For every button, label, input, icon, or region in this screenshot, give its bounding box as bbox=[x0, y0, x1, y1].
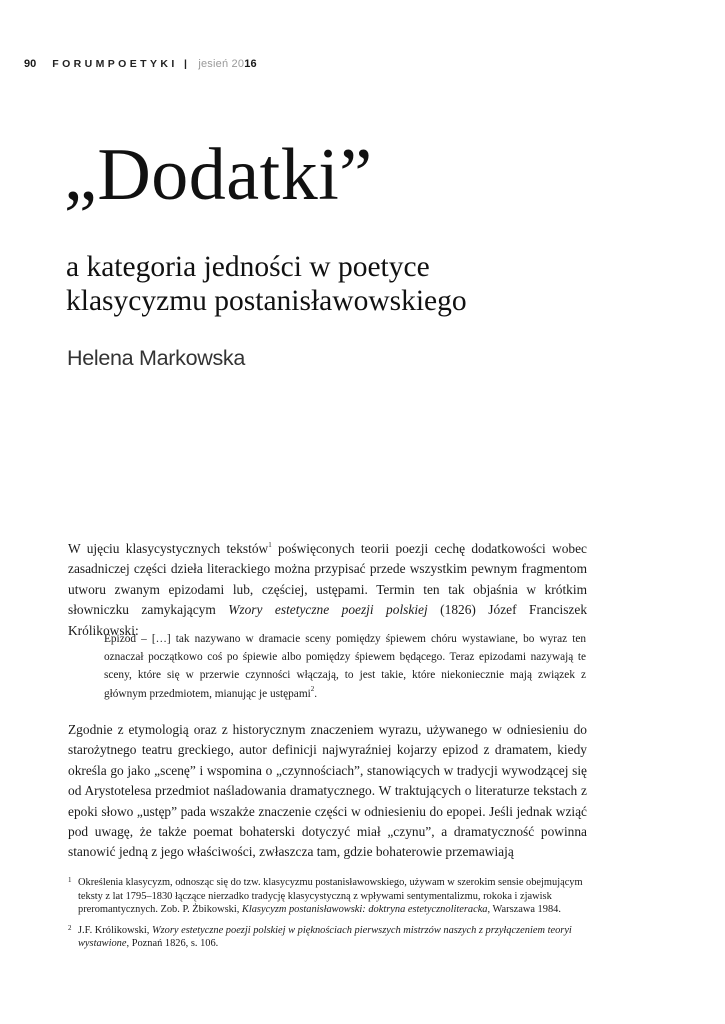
article-subtitle bbox=[66, 250, 666, 318]
footnote-number: 2 bbox=[68, 923, 72, 932]
paragraph-1-italic-title: Wzory estetyczne poezji polskiej bbox=[228, 602, 428, 618]
body-paragraph-1 bbox=[68, 539, 587, 641]
journal-name bbox=[52, 58, 190, 70]
quote-text: Epizod – […] tak nazywano w dramacie sceny pomiędzy śpiewem chóru wystawiane, bo wyraz ten oznaczał początkowo coś po śpiewie albo pomiędzy śpiewem będącego. Teraz epizodami nazywają te sceny, które się w przerwie czynności włączają, to jest takie, które niekoniecznie mają związek z głównym przedmiotem, mianując je ustępami bbox=[104, 633, 586, 700]
footnote-text bbox=[78, 876, 587, 917]
footnote-1-text-a: Określenia klasycyzm, odnosząc się do tzw. klasycyzmu postanisławowskiego, używam w szerokim sensie obejmującym teksty z lat 1795–1830 łączące nierzadko tradycję klasycystyczną z wpływami sentymentalizmu, rokoka i zjawisk preromantycznych. Zob. P. Żbikowski, bbox=[78, 877, 583, 916]
footnote-2 bbox=[68, 924, 587, 951]
footnote-2-italic-title: Wzory estetyczne poezji polskiej w pięknościach pierwszych mistrzów naszych z przyłączeniem teoryi wystawione bbox=[78, 924, 572, 950]
issue-season bbox=[198, 58, 257, 70]
paragraph-1-text-a: W ujęciu klasycystycznych tekstów bbox=[68, 541, 269, 556]
footnote-1-text-b: , Warszawa 1984. bbox=[487, 904, 561, 916]
subtitle-line-2: klasycyzmu postanisławowskiego bbox=[66, 285, 467, 317]
season-label: jesień bbox=[198, 58, 229, 70]
footnote-number: 1 bbox=[68, 876, 72, 884]
footnote-text bbox=[78, 924, 587, 951]
footnote-ref-1[interactable]: 1 bbox=[268, 540, 272, 549]
article-author: Helena Markowska bbox=[67, 346, 246, 370]
footnote-2-text-b: , Poznań 1826, s. 106. bbox=[126, 938, 219, 950]
footnote-1 bbox=[68, 876, 587, 917]
article-title: „Dodatki” bbox=[64, 134, 373, 216]
body-paragraph-2: Zgodnie z etymologią oraz z historycznym znaczeniem wyrazu, używanego w odniesieniu do starożytnego teatru greckiego, autor definicji najwyraźniej kojarzy epizod z dramatem, kiedy określa go jako „scenę” i wspomina o „czynnościach”, stanowiących w tradycji wywodzącej się od Arystotelesa przedmiot naśladowania dramatycznego. W traktujących o literaturze tekstach z epoki słowo „ustęp” pada wszakże znaczenie części w odniesieniu do epopei. Jeśli jednak wziąć pod uwagę, że także poemat bohaterski dotyczyć miał „czynu”, a dramatyczność powinna stanowić jedną z jego właściwości, zwłaszcza tam, gdzie bohaterowie przemawiają bbox=[68, 722, 587, 860]
footnote-2-text-a: J.F. Królikowski, bbox=[78, 924, 152, 936]
year-light: 20 bbox=[231, 58, 245, 70]
journal-name-part1: FORUM bbox=[52, 58, 108, 70]
block-quote bbox=[104, 630, 586, 703]
footnote-1-italic-title: Klasycyzm postanisławowski: doktryna estetycznoliteracka bbox=[241, 904, 488, 916]
footnotes bbox=[68, 876, 587, 958]
footnote-ref-2[interactable]: 2 bbox=[310, 684, 315, 693]
year-bold: 16 bbox=[244, 58, 257, 70]
page-number: 90 bbox=[24, 58, 37, 70]
running-head bbox=[24, 58, 257, 72]
paragraph-1-text-b: poświęconych teorii poezji cechę dodatkowości wobec zasadniczej części dzieła literackiego można przypisać przede wszystkim pewnym fragmentom utworu zwanym epizodami lub, częściej, ustępami. Termin ten tak objaśnia w krótkim słowniczku zamykającym bbox=[68, 541, 587, 618]
quote-end: . bbox=[314, 687, 318, 700]
paragraph-1-text-c: (1826) Józef Franciszek Królikowski: bbox=[68, 602, 588, 638]
subtitle-line-1: a kategoria jedności w poetyce bbox=[66, 251, 430, 283]
journal-separator: | bbox=[183, 58, 191, 70]
journal-name-part2: POETYKI bbox=[107, 58, 178, 70]
